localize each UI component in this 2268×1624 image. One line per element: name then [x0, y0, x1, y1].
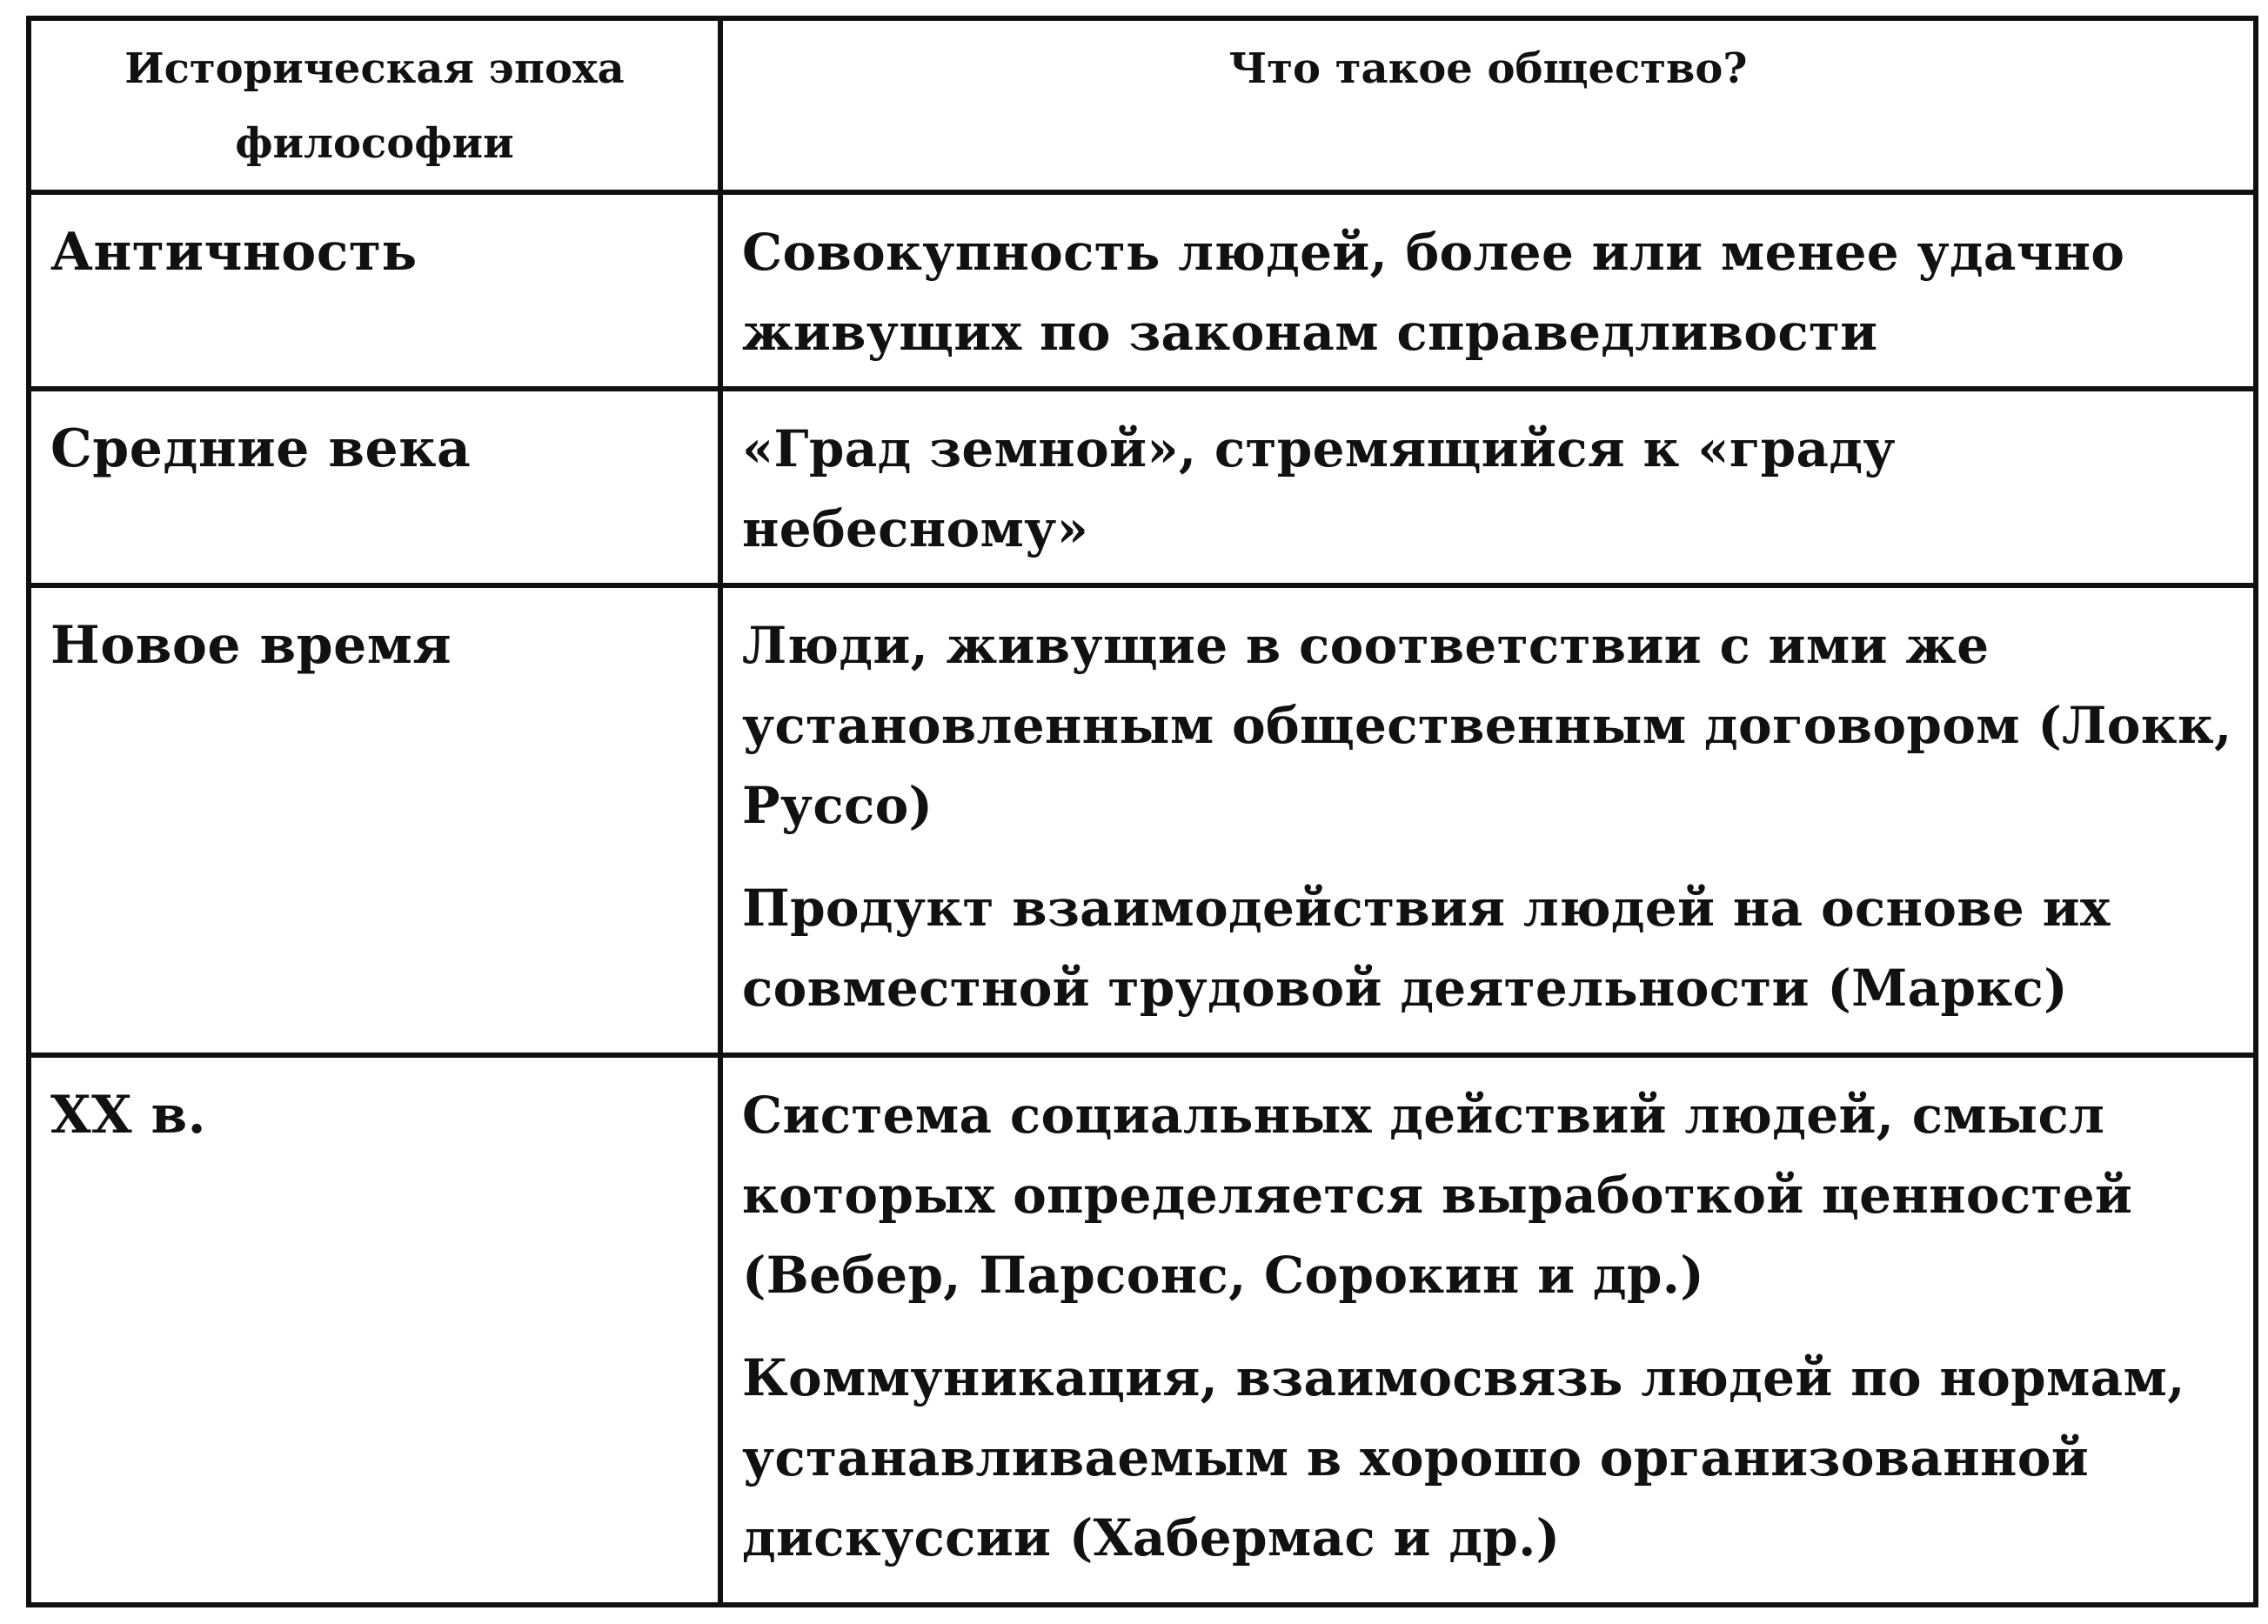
era-cell: XX в.: [29, 1055, 720, 1605]
definition-text: Совокупность людей, более или менее удачно живущих по законам справедливости: [742, 223, 2125, 362]
definition-text: Система социальных действий людей, смысл которых определяется выработкой ценностей (Вебер, Парсонс, Сорокин и др.): [742, 1086, 2133, 1305]
definition-cell: [720, 585, 2256, 1055]
definition-cell: [720, 389, 2256, 585]
era-cell: Античность: [29, 192, 720, 389]
definition-text: «Град земной», стремящийся к «граду небесному»: [742, 419, 1896, 558]
table-header-row: [29, 18, 2256, 192]
document-page: [26, 16, 2253, 1607]
society-definitions-table: [26, 16, 2258, 1607]
era-cell: Новое время: [29, 585, 720, 1055]
era-cell: Средние века: [29, 389, 720, 585]
definition-text: Продукт взаимодействия людей на основе их совместной трудовой деятельности (Маркс): [742, 879, 2111, 1018]
header-question: Что такое общество?: [720, 18, 2256, 192]
table-row: [29, 1055, 2256, 1605]
header-era: Историческая эпоха философии: [29, 18, 720, 192]
definition-text: Коммуникация, взаимосвязь людей по нормам, устанавливаемым в хорошо организованной дискуссии (Хабермас и др.): [742, 1348, 2185, 1567]
definition-text: Люди, живущие в соответствии с ими же установленным общественным договором (Локк, Руссо): [742, 616, 2232, 835]
table-row: [29, 389, 2256, 585]
table-row: [29, 192, 2256, 389]
table-row: [29, 585, 2256, 1055]
definition-cell: [720, 1055, 2256, 1605]
definition-cell: [720, 192, 2256, 389]
